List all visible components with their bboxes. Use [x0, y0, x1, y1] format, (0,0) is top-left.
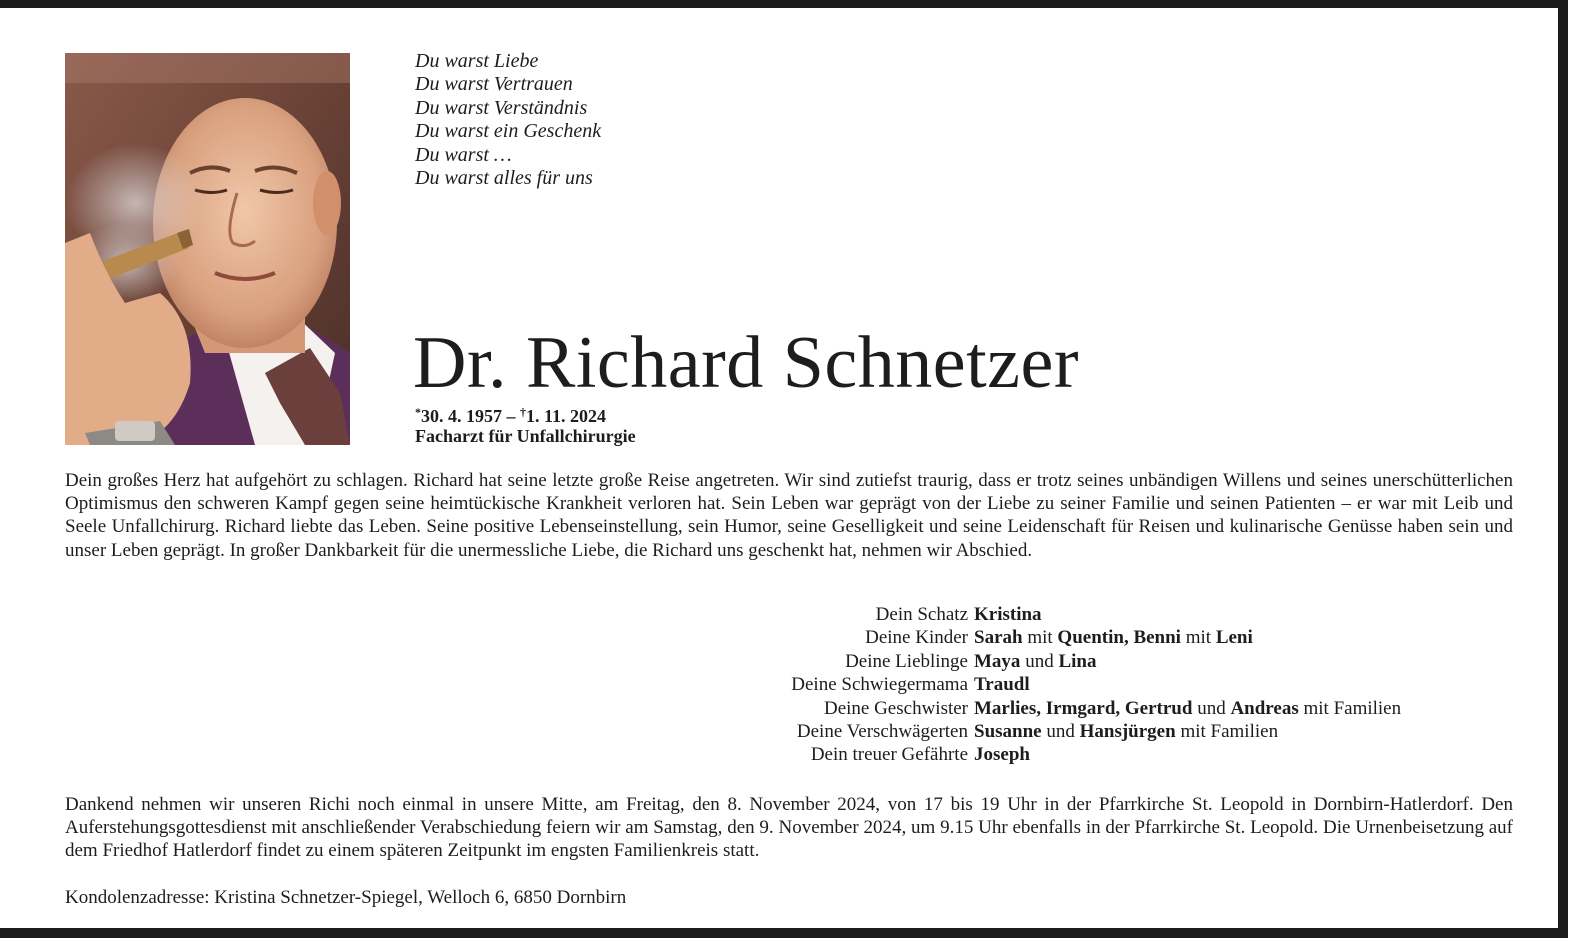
funeral-details: Dankend nehmen wir unseren Richi noch einmal in unsere Mitte, am Freitag, den 8. November 2024, von 17 bis 19 Uhr in der Pfarrkirche St. Leopold in Dornbirn-Hatlerdorf. Den Auferstehungsgottesdienst mit anschließender Verabschiedung feiern wir am Samstag, den 9. November 2024, um 9.15 Uhr ebenfalls in der Pfarrkirche St. Leopold. Die Urnenbeisetzung auf dem Friedhof Hatlerdorf findet zu einem späteren Zeitpunkt im engsten Familienkreis statt. [65, 794, 1513, 862]
portrait-illustration [65, 53, 350, 445]
mourner-names [974, 673, 1401, 696]
poem-line: Du warst Liebe [415, 50, 539, 72]
mourner-relation: Dein treuer Gefährte [810, 744, 968, 766]
mourner-relation: Dein Schatz [875, 604, 968, 625]
mourner-connector: mit Familien [1298, 697, 1402, 719]
mourner-name: Traudl [974, 674, 1030, 696]
date-separator: – [502, 406, 520, 426]
poem-line: Du warst Verständnis [415, 96, 588, 119]
mourner-connector: mit [1022, 627, 1058, 649]
mourner-row [640, 743, 1401, 766]
poem-line: Du warst Vertrauen [415, 73, 573, 96]
mourner-names [974, 650, 1401, 673]
mourner-names [974, 626, 1401, 649]
death-date: 1. 11. 2024 [526, 406, 607, 426]
mourner-connector: mit [1180, 627, 1216, 649]
mourner-name: Marlies, Irmgard, Gertrud [974, 697, 1193, 719]
mourner-name: Kristina [974, 604, 1042, 625]
mourner-name: Joseph [974, 744, 1030, 766]
birth-date: 30. 4. 1957 [421, 406, 502, 426]
condolence-address: Kondolenzadresse: Kristina Schnetzer-Spiegel, Welloch 6, 6850 Dornbirn [65, 887, 627, 908]
mourner-row [640, 603, 1401, 626]
mourner-names [974, 743, 1401, 766]
death-symbol: † [520, 405, 526, 419]
mourner-name: Lina [1058, 650, 1097, 672]
mourner-relation: Deine Geschwister [823, 697, 968, 719]
mourners-list [640, 603, 1401, 767]
life-dates [415, 401, 606, 427]
birth-symbol: * [415, 405, 421, 419]
mourner-names [974, 697, 1401, 720]
mourner-name: Hansjürgen [1079, 721, 1176, 743]
mourner-row [640, 626, 1401, 649]
mourner-relation: Deine Verschwägerten [796, 721, 968, 743]
mourner-connector: und [1020, 650, 1059, 672]
poem-line: Du warst ein Geschenk [415, 120, 602, 143]
mourner-connector: und [1041, 721, 1080, 743]
profession: Facharzt für Unfallchirurgie [415, 426, 636, 446]
mourner-row [640, 697, 1401, 720]
mourner-row [640, 720, 1401, 743]
mourner-name: Maya [974, 650, 1021, 672]
mourner-names [974, 720, 1401, 743]
mourner-name: Leni [1215, 627, 1253, 649]
poem-line: Du warst … [415, 143, 512, 166]
mourner-row [640, 673, 1401, 696]
poem [415, 50, 601, 190]
mourner-relation: Deine Lieblinge [845, 650, 968, 672]
mourner-name: Sarah [974, 627, 1023, 649]
mourner-relation: Deine Kinder [865, 627, 968, 649]
deceased-name: Dr. Richard Schnetzer [413, 322, 1079, 404]
mourner-names [974, 603, 1401, 626]
mourner-name: Susanne [974, 721, 1042, 743]
mourner-connector: und [1192, 697, 1231, 719]
mourner-name: Andreas [1230, 697, 1299, 719]
portrait-photo [65, 53, 350, 445]
mourner-row [640, 650, 1401, 673]
mourner-connector: mit Familien [1175, 721, 1279, 743]
mourner-relation: Deine Schwiegermama [791, 674, 968, 696]
poem-line: Du warst alles für uns [415, 167, 593, 190]
mourner-name: Quentin, Benni [1057, 627, 1181, 649]
obituary-text: Dein großes Herz hat aufgehört zu schlagen. Richard hat seine letzte große Reise angetreten. Wir sind zutiefst traurig, dass er trotz seines unbändigen Willens und seines unerschütterlichen Optimismus den schweren Kampf gegen seine heimtückische Krankheit verloren hat. Sein Leben war geprägt von der Liebe zu seiner Familie und seinen Patienten – er war mit Leib und Seele Unfallchirurg. Richard liebte das Leben. Seine positive Lebenseinstellung, sein Humor, seine Geselligkeit und seine Leidenschaft für Reisen und kulinarische Genüsse haben sein und unser Leben geprägt. In großer Dankbarkeit für die unermessliche Liebe, die Richard uns geschenkt hat, nehmen wir Abschied. [65, 470, 1513, 561]
